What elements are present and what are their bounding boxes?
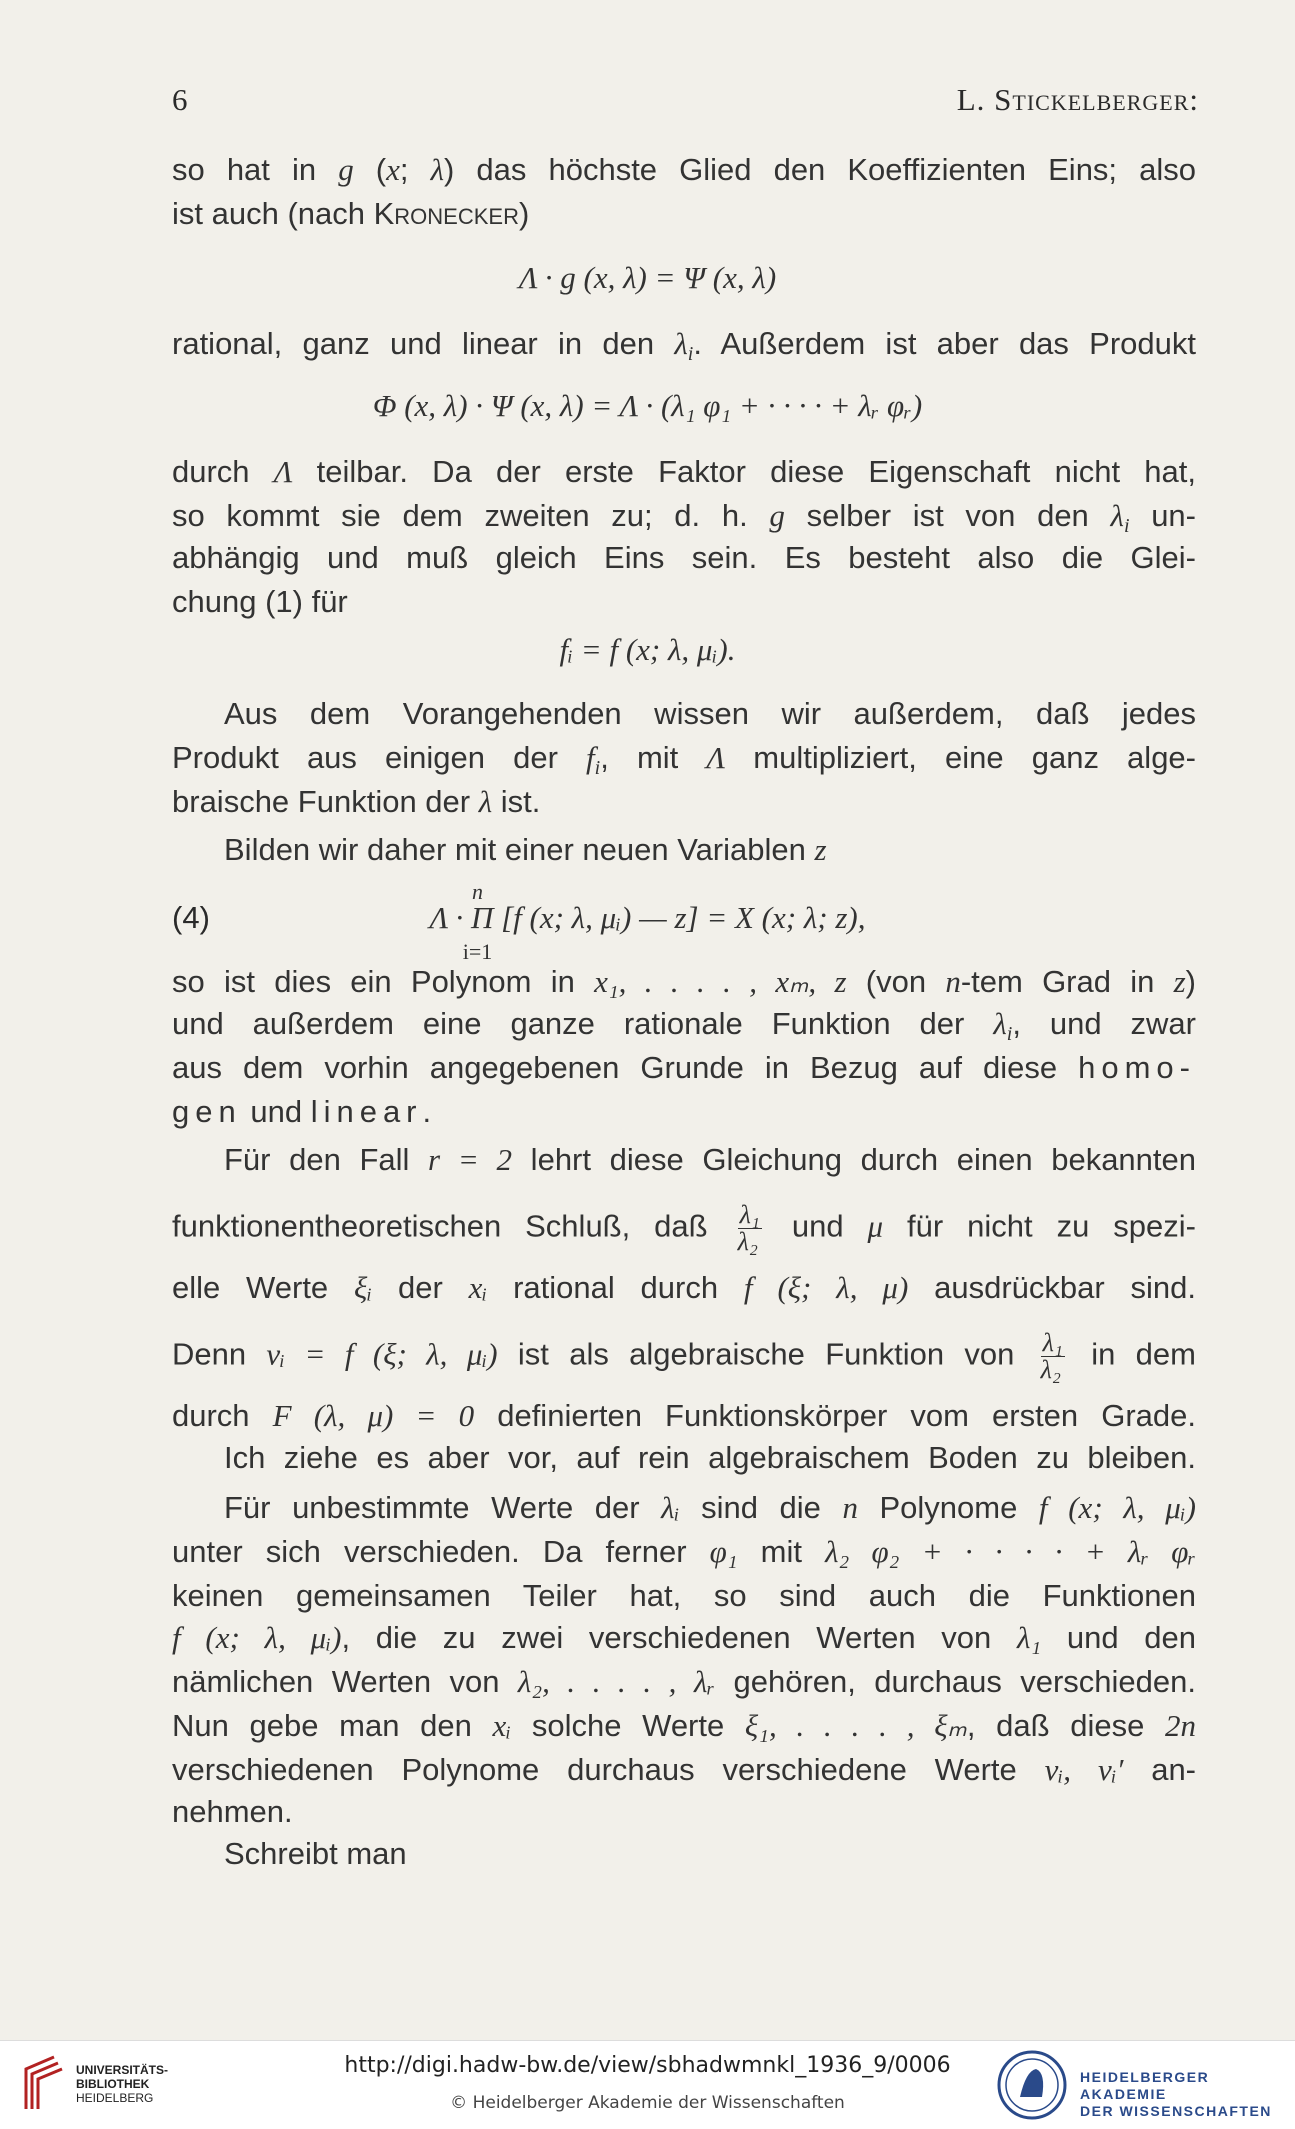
text-line-5: so kommt sie dem zweiten zu; d. h. g selber ist von den $\lambda_i$ un- [172,498,1196,537]
text-line-7: chung (1) für [172,584,348,619]
text-line-15: gen und linear. [172,1094,432,1129]
text-line-28: verschiedenen Polynome durchaus verschiedene Werte νᵢ, νᵢ′ an- [172,1752,1197,1787]
text-line-22: Für unbestimmte Werte der λᵢ sind die n Polynome f (x; λ, μᵢ) [224,1490,1197,1525]
text-line-16: Für den Fall r = 2 lehrt diese Gleichung durch einen bekannten [224,1142,1197,1177]
text-line-23: unter sich verschieden. Da ferner φ₁ mit λ₂ φ₂ + · · · · + λᵣ φᵣ [172,1534,1196,1569]
academy-name: HEIDELBERGER AKADEMIE DER WISSENSCHAFTEN [1080,2069,1272,2119]
text-line-4: durch Λ teilbar. Da der erste Faktor diese Eigenschaft nicht hat, [172,454,1196,489]
page-number: 6 [172,82,188,117]
text-line-1: so hat in g (x; λ) das höchste Glied den Koeffizienten Eins; also [172,152,1196,187]
equation-2: Φ (x, λ) · Ψ (x, λ) = Λ · (λ₁ φ₁ + · · · · + λᵣ φᵣ) [372,388,923,423]
text-line-19: Denn νᵢ = f (ξ; λ, μᵢ) ist als algebraische Funktion von $\frac{\text{λ₁}}{\text{λ₂}}$ in dem [172,1328,1196,1384]
text-line-30: Schreibt man [224,1836,407,1871]
text-line-24: keinen gemeinsamen Teiler hat, so sind auch die Funktionen [172,1578,1196,1613]
equation-1: Λ · g (x, λ) = Ψ (x, λ) [518,260,777,295]
text-line-27: Nun gebe man den xᵢ solche Werte ξ₁, . . . . , ξₘ, daß diese 2n [172,1708,1196,1743]
text-line-14: aus dem vorhin angegebenen Grunde in Bezug auf diese homo- [172,1050,1196,1085]
running-header-author: L. Stickelberger: [956,82,1199,117]
university-library-name: UNIVERSITÄTS- BIBLIOTHEK HEIDELBERG [76,2063,169,2105]
text-line-21: Ich ziehe es aber vor, auf rein algebraischem Boden zu bleiben. [224,1440,1196,1475]
text-line-8: Aus dem Vorangehenden wissen wir außerdem, daß jedes [224,696,1196,731]
equation-4-label: (4) [172,900,210,935]
text-line-20: durch F (λ, μ) = 0 definierten Funktionskörper vom ersten Grade. [172,1398,1196,1433]
equation-4-upper-limit: n [472,879,483,904]
text-line-9: Produkt aus einigen der $f_i$, mit Λ multipliziert, eine ganz alge- [172,740,1196,779]
fraction-lambda1-over-lambda2-b: $\frac{\text{λ₁}}{\text{λ₂}}$ [1040,1328,1063,1384]
equation-4-lower-limit: i=1 [462,939,493,964]
viewer-footer [0,2040,1295,2129]
text-line-26: nämlichen Werten von λ₂, . . . . , λᵣ gehören, durchaus verschieden. [172,1664,1197,1699]
equation-4: Λ · Π [f (x; λ, μᵢ) — z] = X (x; λ; z), [429,900,866,935]
fraction-lambda1-over-lambda2: $\frac{\text{λ₁}}{\text{λ₂}}$ [737,1200,760,1256]
text-line-17: funktionentheoretischen Schluß, daß $\frac{\text{λ₁}}{\text{λ₂}}$ und μ für nicht zu spezi- [172,1200,1196,1256]
text-line-10: braische Funktion der λ ist. [172,784,541,819]
text-line-3: rational, ganz und linear in den $\lambda_i$. Außerdem ist aber das Produkt [172,326,1196,365]
permalink-url[interactable]: http://digi.hadw-bw.de/view/sbhadwmnkl_1936_9/0006 [344,2053,951,2078]
academy-seal-icon [996,2049,1068,2121]
copyright-notice: © Heidelberger Akademie der Wissenschaften [450,2093,845,2113]
text-line-13: und außerdem eine ganze rationale Funktion der $\lambda_i$, und zwar [172,1006,1196,1045]
text-line-12: so ist dies ein Polynom in x₁, . . . . , xₘ, z (von n-tem Grad in z) [172,964,1196,999]
text-line-11: Bilden wir daher mit einer neuen Variablen z [224,832,827,867]
text-line-2: ist auch (nach Kronecker) [172,196,530,231]
text-line-6: abhängig und muß gleich Eins sein. Es besteht also die Glei- [172,540,1196,575]
equation-3: fᵢ = f (x; λ, μᵢ). [559,632,736,667]
text-line-18: elle Werte ξᵢ der xᵢ rational durch f (ξ; λ, μ) ausdrückbar sind. [172,1270,1196,1305]
text-line-29: nehmen. [172,1794,293,1829]
text-line-25: f (x; λ, μᵢ), die zu zwei verschiedenen Werten von λ₁ und den [172,1620,1197,1655]
